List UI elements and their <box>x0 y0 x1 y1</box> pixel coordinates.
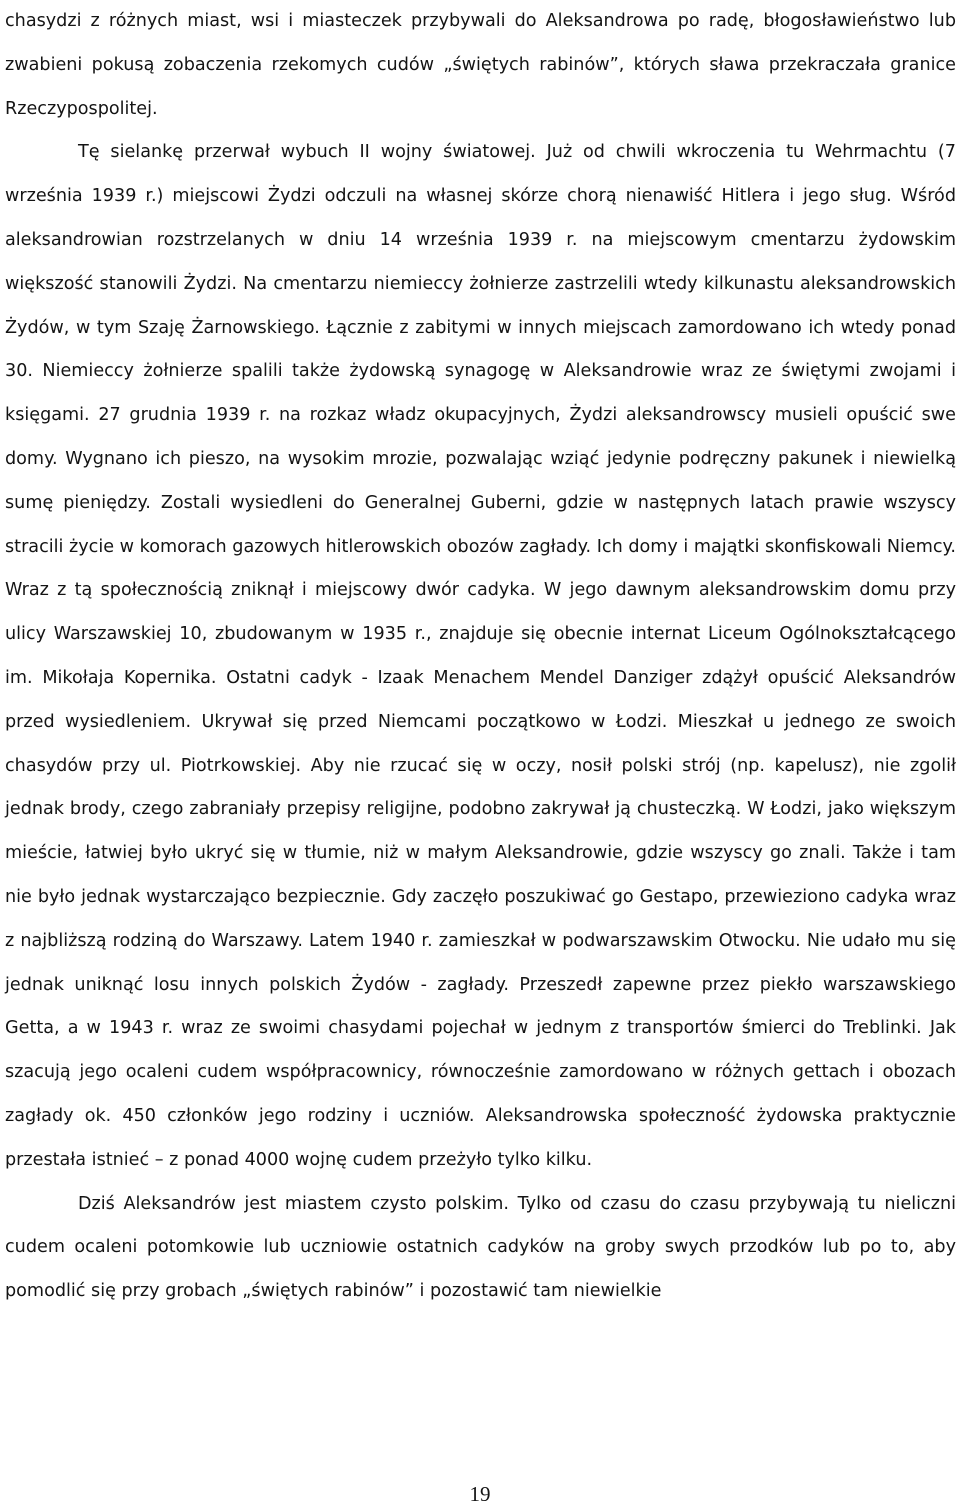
page-number: 19 <box>469 1482 491 1506</box>
body-text <box>5 0 956 1314</box>
paragraph-continuation: chasydzi z różnych miast, wsi i miasteczek przybywali do Aleksandrowa po radę, błogosławieństwo lub zwabieni pokusą zobaczenia rzekomych cudów „świętych rabinów”, których sława przekraczała granice Rzeczypospolitej. <box>5 11 956 119</box>
paragraph-war-history: Tę sielankę przerwał wybuch II wojny światowej. Już od chwili wkroczenia tu Wehrmachtu (7 września 1939 r.) miejscowi Żydzi odczuli na własnej skórze chorą nienawiść Hitlera i jego sług. Wśród aleksandrowian rozstrzelanych w dniu 14 września 1939 r. na miejscowym cmentarzu żydowskim większość stanowili Żydzi. Na cmentarzu niemieccy żołnierze zastrzelili wtedy kilkunastu aleksandrowskich Żydów, w tym Szaję Żarnowskiego. Łącznie z zabitymi w innych miejscach zamordowano ich wtedy ponad 30. Niemieccy żołnierze spalili także żydowską synagogę w Aleksandrowie wraz ze świętymi zwojami i księgami. 27 grudnia 1939 r. na rozkaz władz okupacyjnych, Żydzi aleksandrowscy musieli opuścić swe domy. Wygnano ich pieszo, na wysokim mrozie, pozwalając wziąć jedynie podręczny pakunek i niewielką sumę pieniędzy. Zostali wysiedleni do Generalnej Guberni, gdzie w następnych latach prawie wszyscy stracili życie w komorach gazowych hitlerowskich obozów zagłady. Ich domy i majątki skonfiskowali Niemcy. Wraz z tą społecznością zniknął i miejscowy dwór cadyka. W jego dawnym aleksandrowskim domu przy ulicy Warszawskiej 10, zbudowanym w 1935 r., znajduje się obecnie internat Liceum Ogólnokształcącego im. Mikołaja Kopernika. Ostatni cadyk - Izaak Menachem Mendel Danziger zdążył opuścić Aleksandrów przed wysiedleniem. Ukrywał się przed Niemcami początkowo w Łodzi. Mieszkał u jednego ze swoich chasydów przy ul. Piotrkowskiej. Aby nie rzucać się w oczy, nosił polski strój (np. kapelusz), nie zgolił jednak brody, czego zabraniały przepisy religijne, podobno zakrywał ją chusteczką. W Łodzi, jako większym mieście, łatwiej było ukryć się w tłumie, niż w małym Aleksandrowie, gdzie wszyscy go znali. Także i tam nie było jednak wystarczająco bezpiecznie. Gdy zaczęło poszukiwać go Gestapo, przewieziono cadyka wraz z najbliższą rodziną do Warszawy. Latem 1940 r. zamieszkał w podwarszawskim Otwocku. Nie udało mu się jednak uniknąć losu innych polskich Żydów - zagłady. Przeszedł zapewne przez piekło warszawskiego Getta, a w 1943 r. wraz ze swoimi chasydami pojechał w jednym z transportów śmierci do Treblinki. Jak szacują jego ocaleni cudem współpracownicy, równocześnie zamordowano w różnych gettach i obozach zagłady ok. 450 członków jego rodziny i uczniów. Aleksandrowska społeczność żydowska praktycznie przestała istnieć – z ponad 4000 wojnę cudem przeżyło tylko kilku. <box>5 142 956 1170</box>
paragraph-today: Dziś Aleksandrów jest miastem czysto polskim. Tylko od czasu do czasu przybywają tu nieliczni cudem ocaleni potomkowie lub uczniowie ostatnich cadyków na groby swych przodków lub po to, aby pomodlić się przy grobach „świętych rabinów” i pozostawić tam niewielkie <box>5 1193 956 1302</box>
